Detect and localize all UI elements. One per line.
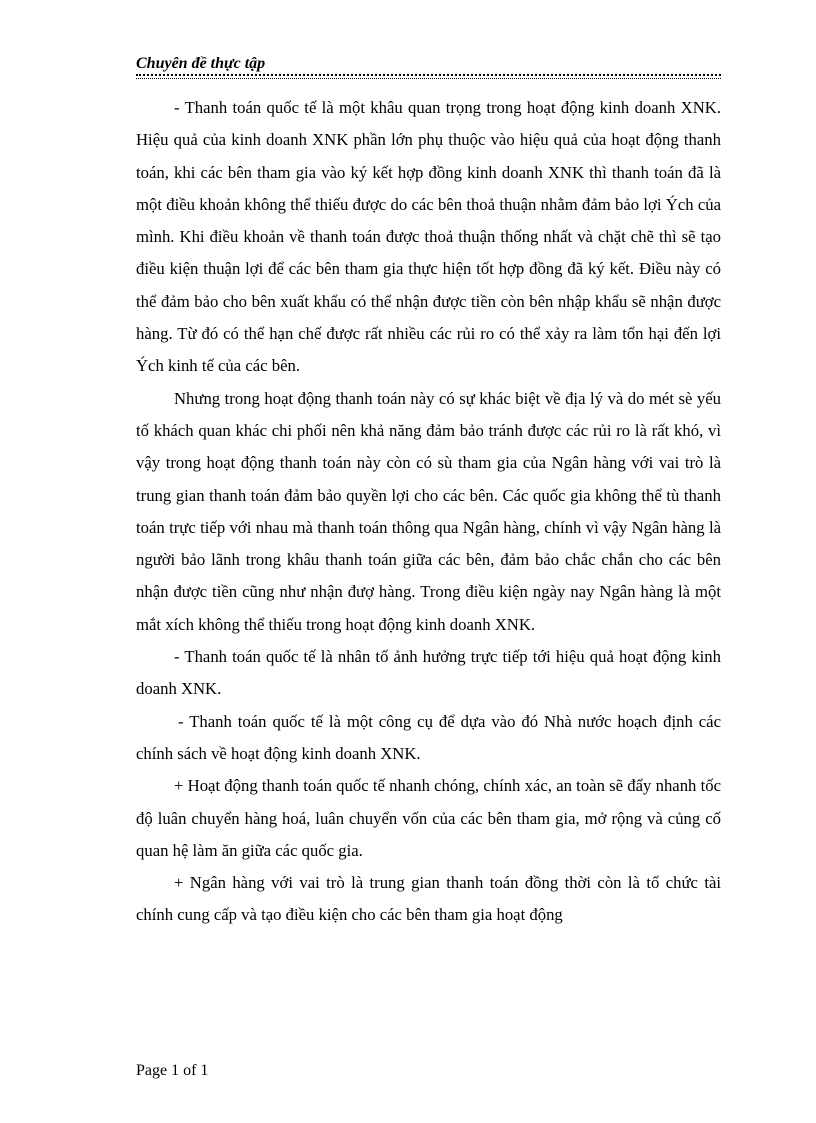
page-header [136,55,721,79]
paragraph-policy-tool: - Thanh toán quốc tế là một công cụ để dựa vào đó Nhà nước hoạch định các chính sách về hoạt động kinh doanh XNK. [136,711,721,763]
paragraph-bank-finance: + Ngân hàng với vai trò là trung gian thanh toán đồng thời còn là tổ chức tài chính cung cấp và tạo điều kiện cho các bên tham gia hoạt động [136,873,721,925]
paragraph-speed: + Hoạt động thanh toán quốc tế nhanh chóng, chính xác, an toàn sẽ đẩy nhanh tốc độ luân chuyển hàng hoá, luân chuyển vốn của các bên tham gia, mở rộng và củng cố quan hệ làm ăn giữa các quốc gia. [136,776,721,860]
header-title: Chuyên đề thực tập [136,55,266,72]
document-body [136,92,721,932]
page-number: Page 1 of 1 [136,1062,209,1079]
paragraph-factor: - Thanh toán quốc tế là nhân tố ảnh hưởng trực tiếp tới hiệu quả hoạt động kinh doanh XNK. [136,647,721,699]
paragraph-bank-role: Nhưng trong hoạt động thanh toán này có sự khác biệt về địa lý và do mét sè yếu tố khách quan khác chi phối nên khả năng đảm bảo tránh được các rủi ro là rất khó, vì vậy trong hoạt động thanh toán này còn có sù tham gia của Ngân hàng với vai trò là trung gian thanh toán đảm bảo quyền lợi cho các bên. Các quốc gia không thể tù thanh toán trực tiếp với nhau mà thanh toán thông qua Ngân hàng, chính vì vậy Ngân hàng là người bảo lãnh trong khâu thanh toán giữa các bên, đảm bảo chắc chắn cho các bên nhận được tiền cũng như nhận đượ hàng. Trong điều kiện ngày nay Ngân hàng là một mắt xích không thể thiếu trong hoạt động kinh doanh XNK. [136,388,721,634]
header-divider-secondary [136,78,721,79]
page-footer [136,1062,208,1080]
header-divider [136,74,721,76]
paragraph-intro: - Thanh toán quốc tế là một khâu quan trọng trong hoạt động kinh doanh XNK. Hiệu quả của kinh doanh XNK phần lớn phụ thuộc vào hiệu quả của hoạt động thanh toán, khi các bên tham gia vào ký kết hợp đồng kinh doanh XNK thì thanh toán đã là một điều khoản không thể thiếu được do các bên thoả thuận nhằm đảm bảo lợi Ých của mình. Khi điều khoản về thanh toán được thoả thuận thống nhất và chặt chẽ thì sẽ tạo điều kiện thuận lợi để các bên tham gia thực hiện tốt hợp đồng đã ký kết. Điều này có thể đảm bảo cho bên xuất khẩu có thể nhận được tiền còn bên nhập khẩu sẽ nhận được hàng. Từ đó có thể hạn chế được rất nhiều các rủi ro có thể xảy ra làm tổn hại đến lợi Ých kinh tế của các bên. [136,98,721,376]
